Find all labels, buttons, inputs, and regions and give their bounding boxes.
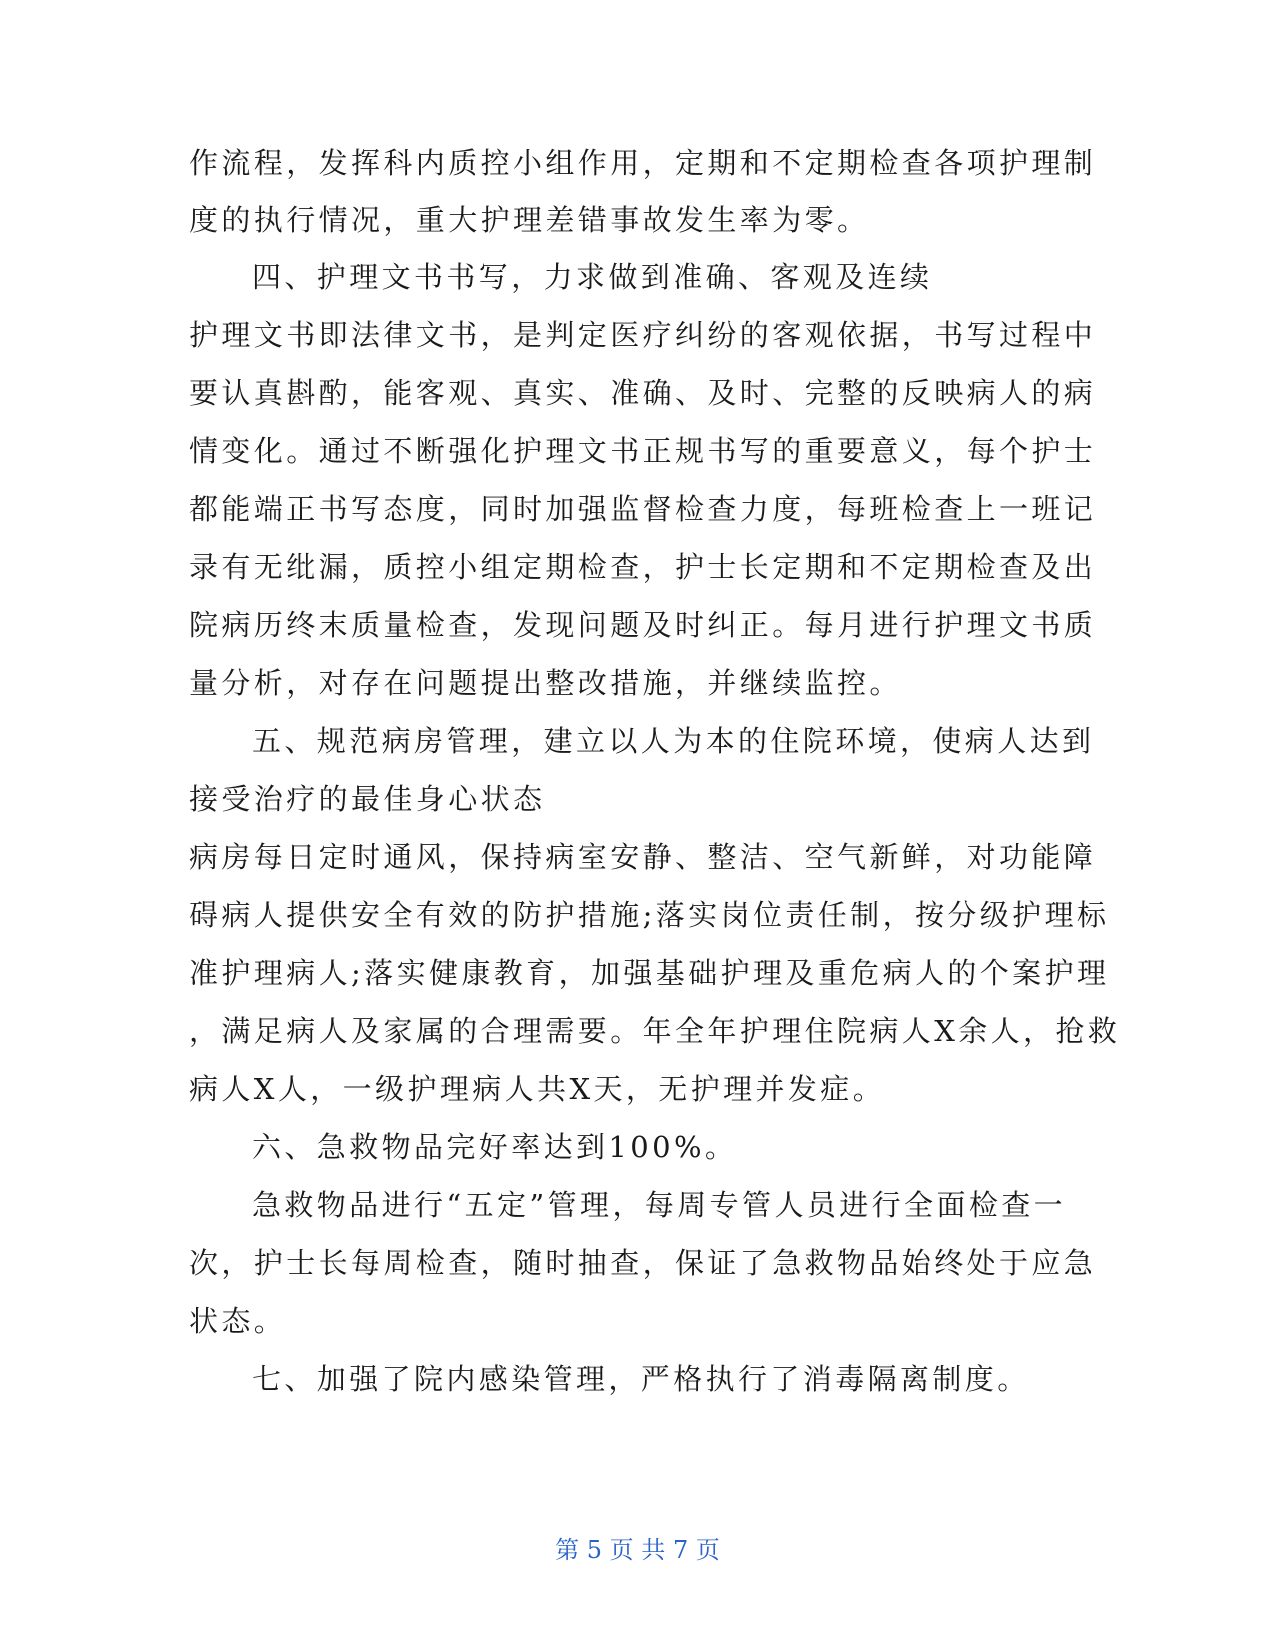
- section-heading: 五、规范病房管理，建立以人为本的住院环境，使病人达到: [252, 724, 1095, 758]
- body-text-line: 量分析，对存在问题提出整改措施，并继续监控。: [189, 666, 902, 700]
- body-text-line: 录有无纰漏，质控小组定期检查，护士长定期和不定期检查及出: [189, 550, 1097, 584]
- section-heading: 七、加强了院内感染管理，严格执行了消毒隔离制度。: [252, 1362, 1030, 1396]
- body-text-line: 病人X人，一级护理病人共X天，无护理并发症。: [189, 1072, 886, 1106]
- body-text-line: 度的执行情况，重大护理差错事故发生率为零。: [189, 203, 870, 237]
- body-text-line: 状态。: [189, 1304, 287, 1338]
- page-number-footer: 第 5 页 共 7 页: [555, 1536, 720, 1564]
- body-text-line: ，满足病人及家属的合理需要。年全年护理住院病人X余人，抢救: [189, 1014, 1121, 1048]
- section-heading-continued: 接受治疗的最佳身心状态: [189, 782, 546, 816]
- body-text-line: 急救物品进行“五定”管理，每周专管人员进行全面检查一: [252, 1188, 1067, 1222]
- section-heading: 四、护理文书书写，力求做到准确、客观及连续: [252, 260, 933, 294]
- body-text-line: 都能端正书写态度，同时加强监督检查力度，每班检查上一班记: [189, 492, 1097, 526]
- body-text-line: 院病历终末质量检查，发现问题及时纠正。每月进行护理文书质: [189, 608, 1097, 642]
- section-heading: 六、急救物品完好率达到100%。: [252, 1130, 738, 1164]
- body-text-line: 次，护士长每周检查，随时抽查，保证了急救物品始终处于应急: [189, 1246, 1097, 1280]
- body-text-line: 情变化。通过不断强化护理文书正规书写的重要意义，每个护士: [189, 434, 1097, 468]
- body-text-line: 病房每日定时通风，保持病室安静、整洁、空气新鲜，对功能障: [189, 840, 1097, 874]
- body-text-line: 作流程，发挥科内质控小组作用，定期和不定期检查各项护理制: [189, 146, 1097, 180]
- body-text-line: 准护理病人;落实健康教育，加强基础护理及重危病人的个案护理: [189, 956, 1110, 990]
- body-text-line: 护理文书即法律文书，是判定医疗纠纷的客观依据，书写过程中: [189, 318, 1097, 352]
- body-text-line: 要认真斟酌，能客观、真实、准确、及时、完整的反映病人的病: [189, 376, 1097, 410]
- body-text-line: 碍病人提供安全有效的防护措施;落实岗位责任制，按分级护理标: [189, 898, 1110, 932]
